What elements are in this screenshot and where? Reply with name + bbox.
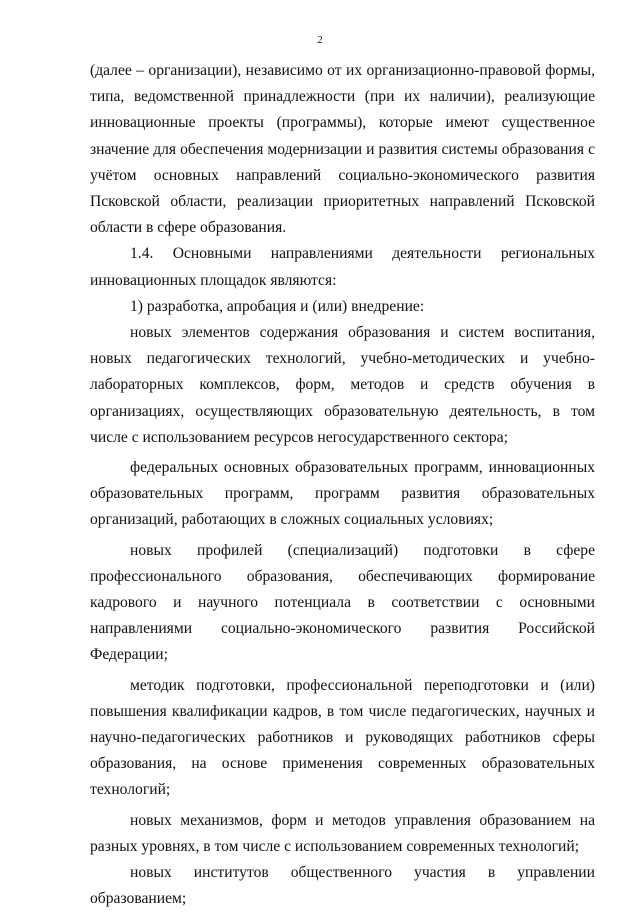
paragraph-federal-programs: федеральных основных образовательных программ, инновационных образовательных программ, программ развития образовательных организаций, работающих в сложных социальных условиях; <box>90 459 595 529</box>
paragraph-methods-training: методик подготовки, профессиональной переподготовки и (или) повышения квалификации кадров, в том числе педагогических, научных и научно-педагогических работников и руководящих работников сферы образования, на основе применения современных образовательных технологий; <box>90 676 595 799</box>
paragraph-new-profiles: новых профилей (специализаций) подготовки в сфере профессионального образования, обеспечивающих формирование кадрового и научного потенциала в соответствии с основными направлениями социально-экономического развития Российской Федерации; <box>90 541 595 664</box>
page-number: 2 <box>317 34 323 46</box>
paragraph-list-item-1: 1) разработка, апробация и (или) внедрение: <box>130 297 425 315</box>
paragraph-new-elements: новых элементов содержания образования и систем воспитания, новых педагогических технологий, учебно-методических и учебно-лабораторных комплексов, форм, методов и средств обучения в организациях, осуществляющих образовательную деятельность, в том числе с использованием ресурсов негосударственного сектора; <box>90 324 595 446</box>
paragraph-public-institutions: новых институтов общественного участия в управлении образованием; <box>90 864 595 908</box>
paragraph-section-1-4: 1.4. Основными направлениями деятельности региональных инновационных площадок являются: <box>90 245 595 289</box>
paragraph-continuation: (далее – организации), независимо от их организационно-правовой формы, типа, ведомственной принадлежности (при их наличии), реализующие инновационные проекты (программы), которые имеют существенное значение для обеспечения модернизации и развития системы образования с учётом основных направлений социально-экономического развития Псковской области, реализации приоритетных направлений Псковской области в сфере образования. <box>90 62 595 237</box>
document-body <box>90 58 595 913</box>
paragraph-management-mechanisms: новых механизмов, форм и методов управления образованием на разных уровнях, в том числе с использованием современных технологий; <box>90 811 595 855</box>
